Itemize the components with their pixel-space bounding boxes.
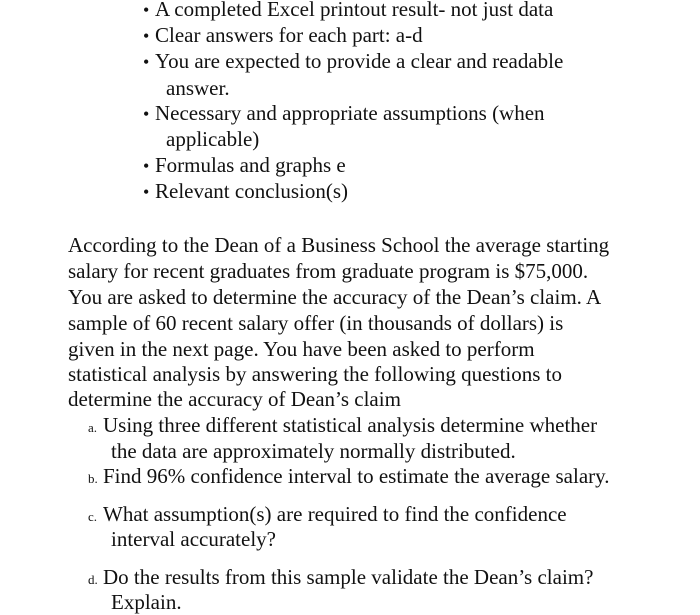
paragraph-line: given in the next page. You have been asked to perform bbox=[68, 337, 535, 361]
question-a: a. Using three different statistical analysis determine whether bbox=[88, 412, 597, 441]
requirement-item: • Relevant conclusion(s) bbox=[143, 179, 349, 203]
bullet-icon: • bbox=[143, 26, 150, 46]
question-d: d. Do the results from this sample validate the Dean’s claim? bbox=[88, 564, 593, 593]
paragraph-line: According to the Dean of a Business School the average starting bbox=[68, 233, 610, 257]
question-c: c. What assumption(s) are required to find the confidence bbox=[88, 501, 567, 530]
question-a-continuation: the data are approximately normally distributed. bbox=[111, 439, 516, 463]
paragraph-line: salary for recent graduates from graduate program is $75,000. bbox=[68, 259, 589, 283]
question-marker: c. bbox=[88, 509, 98, 524]
question-marker: a. bbox=[88, 420, 98, 435]
question-b: b. Find 96% confidence interval to estimate the average salary. bbox=[88, 463, 610, 492]
question-c-continuation: interval accurately? bbox=[111, 527, 276, 551]
requirement-item-continuation: applicable) bbox=[166, 127, 260, 151]
question-d-continuation: Explain. bbox=[111, 590, 182, 614]
paragraph-line: sample of 60 recent salary offer (in thousands of dollars) is bbox=[68, 311, 564, 335]
requirement-item: • Formulas and graphs e bbox=[143, 153, 346, 177]
bullet-icon: • bbox=[143, 156, 150, 176]
bullet-icon: • bbox=[143, 104, 150, 124]
paragraph-line: statistical analysis by answering the following questions to bbox=[68, 362, 563, 386]
paragraph-line: determine the accuracy of Dean’s claim bbox=[68, 387, 401, 411]
requirement-item: • Necessary and appropriate assumptions (when bbox=[143, 101, 545, 125]
requirement-item-continuation: answer. bbox=[166, 76, 230, 100]
requirement-item: • Clear answers for each part: a-d bbox=[143, 23, 423, 47]
paragraph-line: You are asked to determine the accuracy of the Dean’s claim. A bbox=[68, 285, 602, 309]
bullet-icon: • bbox=[143, 0, 150, 20]
bullet-icon: • bbox=[143, 182, 150, 202]
question-marker: b. bbox=[88, 471, 98, 486]
requirement-item: • A completed Excel printout result- not just data bbox=[143, 0, 553, 23]
requirement-item: • You are expected to provide a clear and readable bbox=[143, 49, 564, 73]
question-marker: d. bbox=[88, 572, 98, 587]
bullet-icon: • bbox=[143, 52, 150, 72]
